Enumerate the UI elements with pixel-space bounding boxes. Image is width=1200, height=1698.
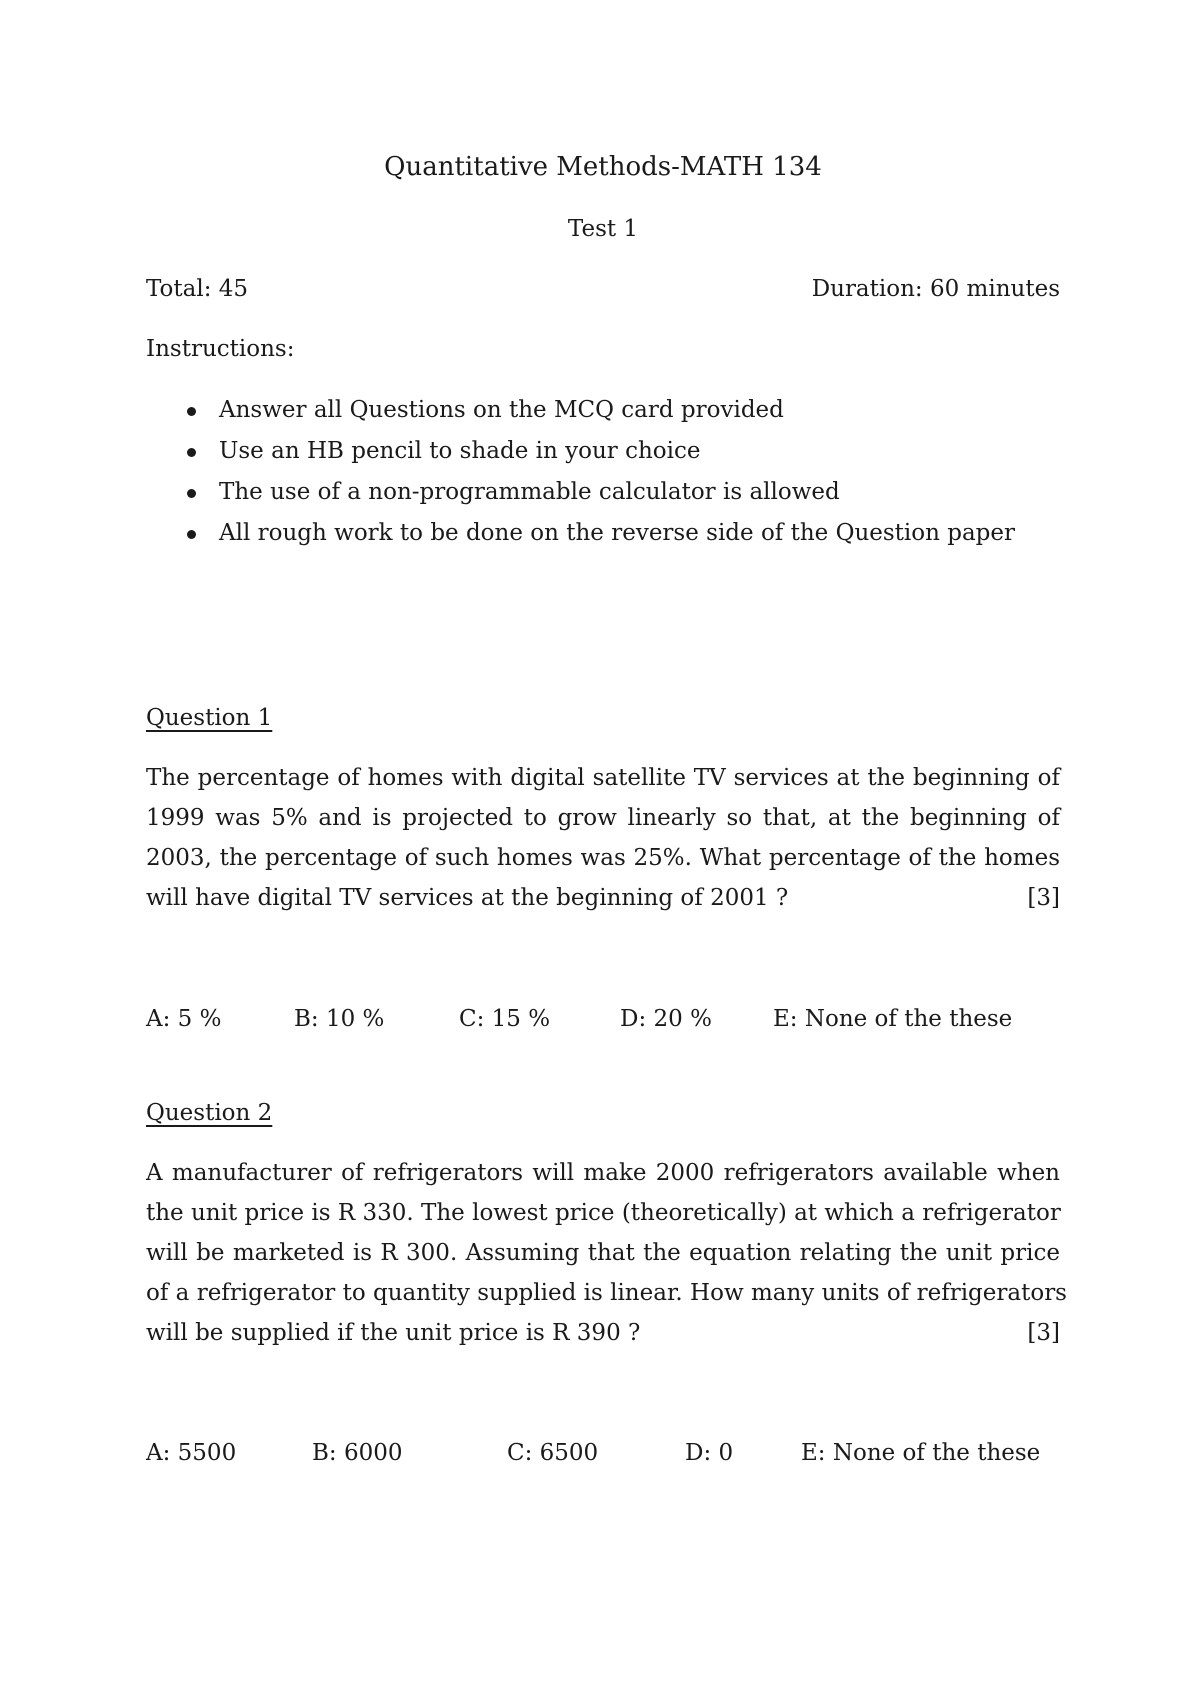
option-a: A: 5 % xyxy=(146,1006,222,1032)
instruction-text: Use an HB pencil to shade in your choice xyxy=(219,438,701,464)
meta-row xyxy=(146,274,1060,304)
instruction-text: Answer all Questions on the MCQ card provided xyxy=(219,397,784,423)
total-marks: Total: 45 xyxy=(146,276,249,302)
question-marks: [3] xyxy=(1027,1320,1060,1346)
question-2-heading: Question 2 xyxy=(146,1100,273,1126)
question-line: will be marketed is R 300. Assuming that the equation relating the unit price xyxy=(146,1240,1060,1266)
question-last-line xyxy=(146,878,1060,918)
bullet-icon xyxy=(187,489,196,498)
question-line: will be supplied if the unit price is R 390 ? xyxy=(146,1320,641,1346)
instruction-text: The use of a non-programmable calculator is allowed xyxy=(219,479,840,505)
instruction-item xyxy=(146,395,1015,436)
question-line: the unit price is R 330. The lowest price (theoretically) at which a refrigerator xyxy=(146,1200,1061,1226)
instruction-item xyxy=(146,436,1015,477)
option-c: C: 15 % xyxy=(459,1006,551,1032)
bullet-icon xyxy=(187,407,196,416)
option-b: B: 10 % xyxy=(294,1006,385,1032)
instruction-text: All rough work to be done on the reverse side of the Question paper xyxy=(219,520,1016,546)
instruction-item xyxy=(146,477,1015,518)
bullet-icon xyxy=(187,530,196,539)
question-1-body xyxy=(146,758,1060,918)
bullet-icon xyxy=(187,448,196,457)
question-marks: [3] xyxy=(1027,885,1060,911)
instruction-item xyxy=(146,518,1015,559)
question-line: of a refrigerator to quantity supplied is linear. How many units of refrigerators xyxy=(146,1280,1067,1306)
duration: Duration: 60 minutes xyxy=(811,276,1060,302)
question-line: will have digital TV services at the beginning of 2001 ? xyxy=(146,885,789,911)
instructions-heading: Instructions: xyxy=(146,336,295,362)
question-last-line xyxy=(146,1313,1060,1353)
question-line: 2003, the percentage of such homes was 25%. What percentage of the homes xyxy=(146,845,1060,871)
question-1-options xyxy=(146,1004,1060,1034)
option-a: A: 5500 xyxy=(146,1440,237,1466)
option-d: D: 0 xyxy=(685,1440,734,1466)
test-page xyxy=(146,0,1067,1698)
option-e: E: None of the these xyxy=(773,1006,1013,1032)
option-b: B: 6000 xyxy=(312,1440,403,1466)
option-c: C: 6500 xyxy=(507,1440,599,1466)
question-line: A manufacturer of refrigerators will make 2000 refrigerators available when xyxy=(146,1160,1060,1186)
instructions-list xyxy=(146,395,1015,559)
question-1-heading: Question 1 xyxy=(146,705,273,731)
option-e: E: None of the these xyxy=(801,1440,1041,1466)
question-line: The percentage of homes with digital satellite TV services at the beginning of xyxy=(146,765,1060,791)
option-d: D: 20 % xyxy=(620,1006,712,1032)
page-subtitle: Test 1 xyxy=(567,216,639,242)
question-2-options xyxy=(146,1438,1060,1468)
question-line: 1999 was 5% and is projected to grow linearly so that, at the beginning of xyxy=(146,805,1060,831)
question-2-body xyxy=(146,1153,1067,1353)
page-title: Quantitative Methods-MATH 134 xyxy=(384,152,822,182)
